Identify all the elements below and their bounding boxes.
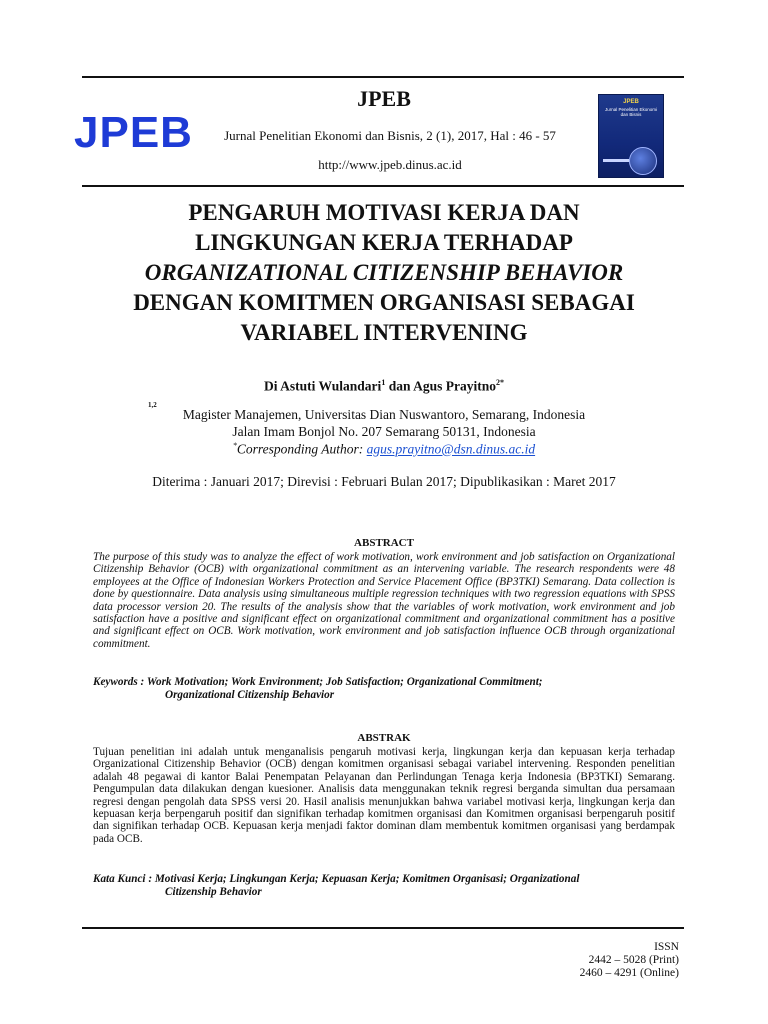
address: Jalan Imam Bonjol No. 207 Semarang 50131, Indonesia xyxy=(232,424,536,439)
author-name: Di Astuti Wulandari xyxy=(264,378,382,394)
keywords-line: Keywords : Work Motivation; Work Environment; Job Satisfaction; Organizational Commitment; xyxy=(93,676,543,688)
keywords-line: Kata Kunci : Motivasi Kerja; Lingkungan Kerja; Kepuasan Kerja; Komitmen Organisasi; Organizational xyxy=(93,873,580,885)
keywords-line: Citizenship Behavior xyxy=(165,886,262,898)
keywords-line: Organizational Citizenship Behavior xyxy=(165,689,335,701)
issn-label: ISSN xyxy=(654,941,679,953)
abstract-keywords xyxy=(93,676,675,702)
abstrak-heading: ABSTRAK xyxy=(357,732,411,744)
corresponding-label: Corresponding Author: xyxy=(236,441,367,457)
title-line: VARIABEL INTERVENING xyxy=(240,320,528,345)
title-line: PENGARUH MOTIVASI KERJA DAN xyxy=(188,200,580,225)
journal-short-title: JPEB xyxy=(357,86,411,111)
header-bottom-rule xyxy=(82,185,684,187)
author-affil-marker: 2* xyxy=(495,378,504,387)
globe-icon xyxy=(629,147,657,175)
title-line: DENGAN KOMITMEN ORGANISASI SEBAGAI xyxy=(133,290,635,315)
abstrak-body: Tujuan penelitian ini adalah untuk menganalisis pengaruh motivasi kerja, lingkungan kerja dan kepuasan kerja terhadap Organizational Citizenship Behavior (OCB) dengan komitmen organisasi sebagai variabel intervening. Responden penelitian adalah 48 pegawai di kantor Balai Penempatan Pelayanan dan Perlindungan Tenaga kerja Indonesia (BP3TKI) Semarang. Pengumpulan data dilakukan dengan kuesioner. Analisis data menggunakan teknik regresi berganda simultan dua persamaan regresi dengan pengolah data SPSS versi 20. Hasil analisis menunjukkan bahwa variabel motivasi kerja, lingkungan kerja dan kepuasan kerja berpengaruh positif dan signifikan terhadap komitmen organisasi dan Komitmen organisasi berpengaruh positif dan signifikan terhadap OCB. Kepuasan kerja menjadi faktor dominan dlam membentuk komitmen organisasi yang berdampak pada OCB. xyxy=(93,746,675,845)
cover-subtitle: Jurnal Penelitian Ekonomi dan Bisnis xyxy=(604,107,658,117)
journal-url[interactable]: http://www.jpeb.dinus.ac.id xyxy=(318,157,462,172)
abstrak-keywords xyxy=(93,873,675,899)
affiliation xyxy=(0,401,768,423)
corresponding-author xyxy=(0,441,768,458)
corresponding-email-link[interactable]: agus.prayitno@dsn.dinus.ac.id xyxy=(366,441,536,457)
corresponding-marker: * xyxy=(232,441,237,450)
abstract-heading: ABSTRACT xyxy=(354,537,414,549)
issn-block xyxy=(580,941,679,980)
publication-dates: Diterima : Januari 2017; Direvisi : Februari Bulan 2017; Dipublikasikan : Maret 2017 xyxy=(152,474,616,489)
paper-title xyxy=(60,198,708,348)
author-connector: dan xyxy=(385,378,414,394)
cover-title: JPEB xyxy=(623,99,639,105)
journal-logo: JPEB xyxy=(74,108,193,157)
affiliation-text: Magister Manajemen, Universitas Dian Nuswantoro, Semarang, Indonesia xyxy=(182,407,586,422)
cover-decoration-bar xyxy=(603,159,629,162)
title-line-italic: ORGANIZATIONAL CITIZENSHIP BEHAVIOR xyxy=(144,260,624,285)
author-affil-marker: 1 xyxy=(381,378,386,387)
header-top-rule xyxy=(82,76,684,78)
title-line: LINGKUNGAN KERJA TERHADAP xyxy=(195,230,573,255)
footer-rule xyxy=(82,927,684,929)
author-list xyxy=(0,378,768,395)
journal-cover-image xyxy=(598,94,664,178)
abstract-body: The purpose of this study was to analyze the effect of work motivation, work environment and job satisfaction on Organizational Citizenship Behavior (OCB) with organizational commitment as an intervening variable. The research respondents were 48 employees at the Office of Indonesian Workers Protection and Service Placement Office (BP3TKI) Semarang. Data collection is done by questionnaire. Data analysis using simultaneous multiple regression techniques with two regression equations with SPSS data processor version 20. The results of the analysis show that the variables of work motivation, work environment and job satisfaction have a positive and significant effect on organizational commitment and organizational commitment has a positive and significant effect on OCB. Work motivation, work environment and job satisfaction influence OCB through organizational commitment. xyxy=(93,551,675,650)
author-name: Agus Prayitno xyxy=(413,378,496,394)
issn-print: 2442 – 5028 (Print) xyxy=(588,954,679,966)
issn-online: 2460 – 4291 (Online) xyxy=(579,967,679,979)
affiliation-marker: 1,2 xyxy=(148,401,157,409)
journal-citation-line: Jurnal Penelitian Ekonomi dan Bisnis, 2 (1), 2017, Hal : 46 - 57 xyxy=(224,128,556,143)
